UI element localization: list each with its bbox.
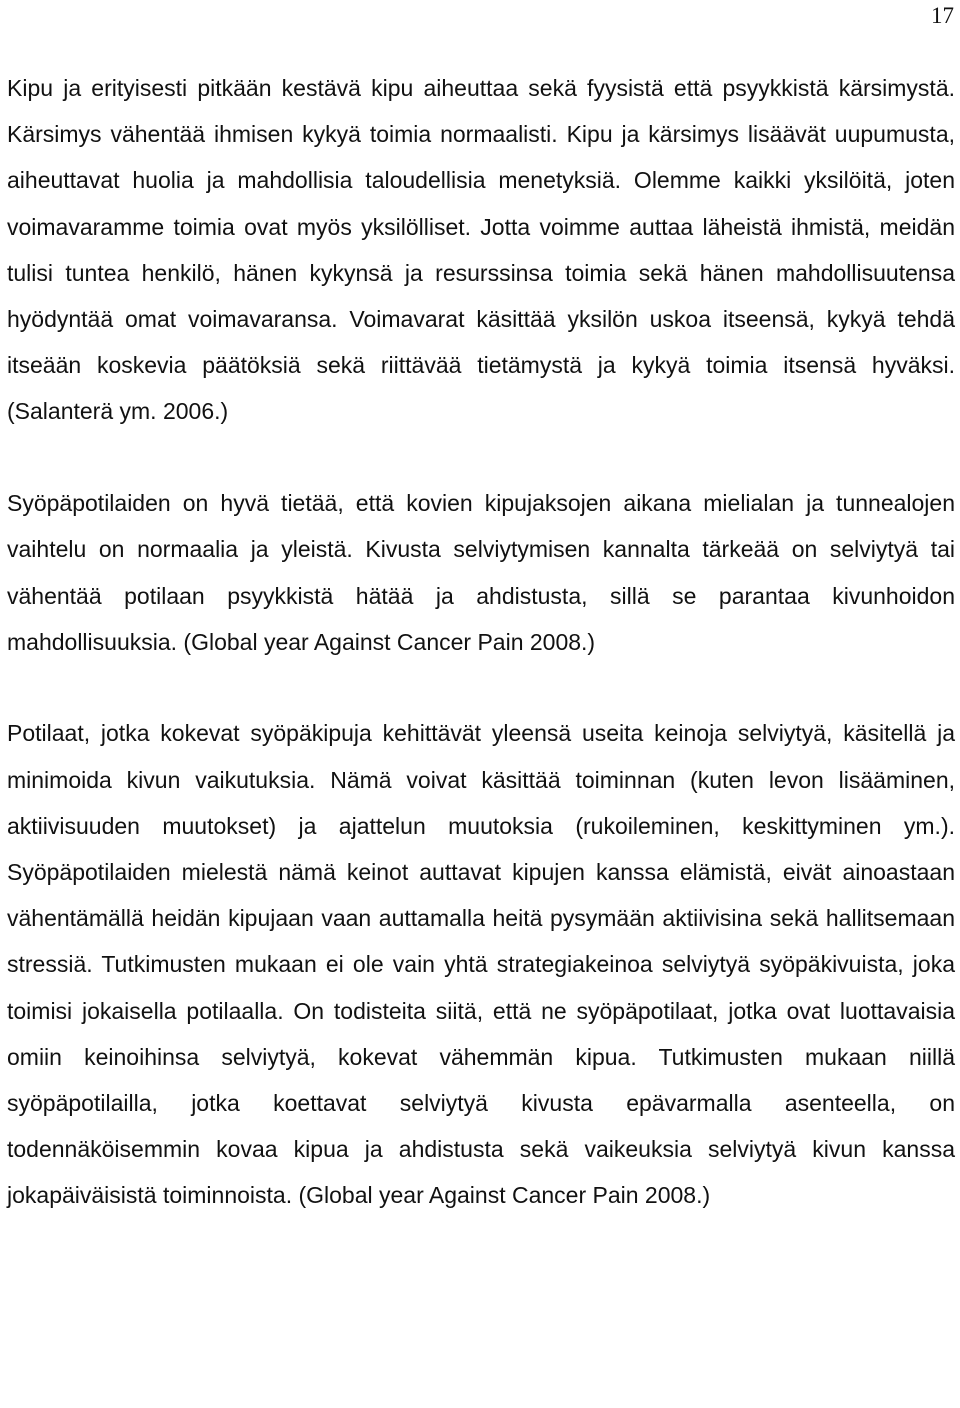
- page-number: 17: [931, 3, 954, 28]
- document-body: [7, 65, 955, 1219]
- paragraph-coping-resources: Kipu ja erityisesti pitkään kestävä kipu aiheuttaa sekä fyysistä että psyykkistä kärsimystä. Kärsimys vähentää ihmisen kykyä toimia normaalisti. Kipu ja kärsimys lisäävät uupumusta, aiheuttavat huolia ja mahdollisia taloudellisia menetyksiä. Olemme kaikki yksilöitä, joten voimavaramme toimia ovat myös yksilölliset. Jotta voimme auttaa läheistä ihmistä, meidän tulisi tuntea henkilö, hänen kykynsä ja resurssinsa toimia sekä hänen mahdollisuutensa hyödyntää omat voimavaransa. Voimavarat käsittää yksilön uskoa itseensä, kykyä tehdä itseään koskevia päätöksiä sekä riittävää tietämystä ja kykyä toimia itsensä hyväksi. (Salanterä ym. 2006.): [7, 75, 955, 425]
- paragraph-coping-strategies: Potilaat, jotka kokevat syöpäkipuja kehittävät yleensä useita keinoja selviytyä, käsitellä ja minimoida kivun vaikutuksia. Nämä voivat käsittää toiminnan (kuten levon lisääminen, aktiivisuuden muutokset) ja ajattelun muutoksia (rukoileminen, keskittyminen ym.). Syöpäpotilaiden mielestä nämä keinot auttavat kipujen kanssa elämistä, eivät ainoastaan vähentämällä heidän kipujaan vaan auttamalla heitä pysymään aktiivisina sekä hallitsemaan stressiä. Tutkimusten mukaan ei ole vain yhtä strategiakeinoa selviytyä syöpäkivuista, joka toimisi jokaisella potilaalla. On todisteita siitä, että ne syöpäpotilaat, jotka ovat luottavaisia omiin keinoihinsa selviytyä, kokevat vähemmän kipua. Tutkimusten mukaan niillä syöpäpotilailla, jotka koettavat selviytyä kivusta epävarmalla asenteella, on todennäköisemmin kovaa kipua ja ahdistusta sekä vaikeuksia selviytyä kivun kanssa jokapäiväisistä toiminnoista. (Global year Against Cancer Pain 2008.): [7, 720, 955, 1209]
- paragraph-mood-variation: Syöpäpotilaiden on hyvä tietää, että kovien kipujaksojen aikana mielialan ja tunnealojen vaihtelu on normaalia ja yleistä. Kivusta selviytymisen kannalta tärkeää on selviytyä tai vähentää potilaan psyykkistä hätää ja ahdistusta, sillä se parantaa kivunhoidon mahdollisuuksia. (Global year Against Cancer Pain 2008.): [7, 490, 955, 655]
